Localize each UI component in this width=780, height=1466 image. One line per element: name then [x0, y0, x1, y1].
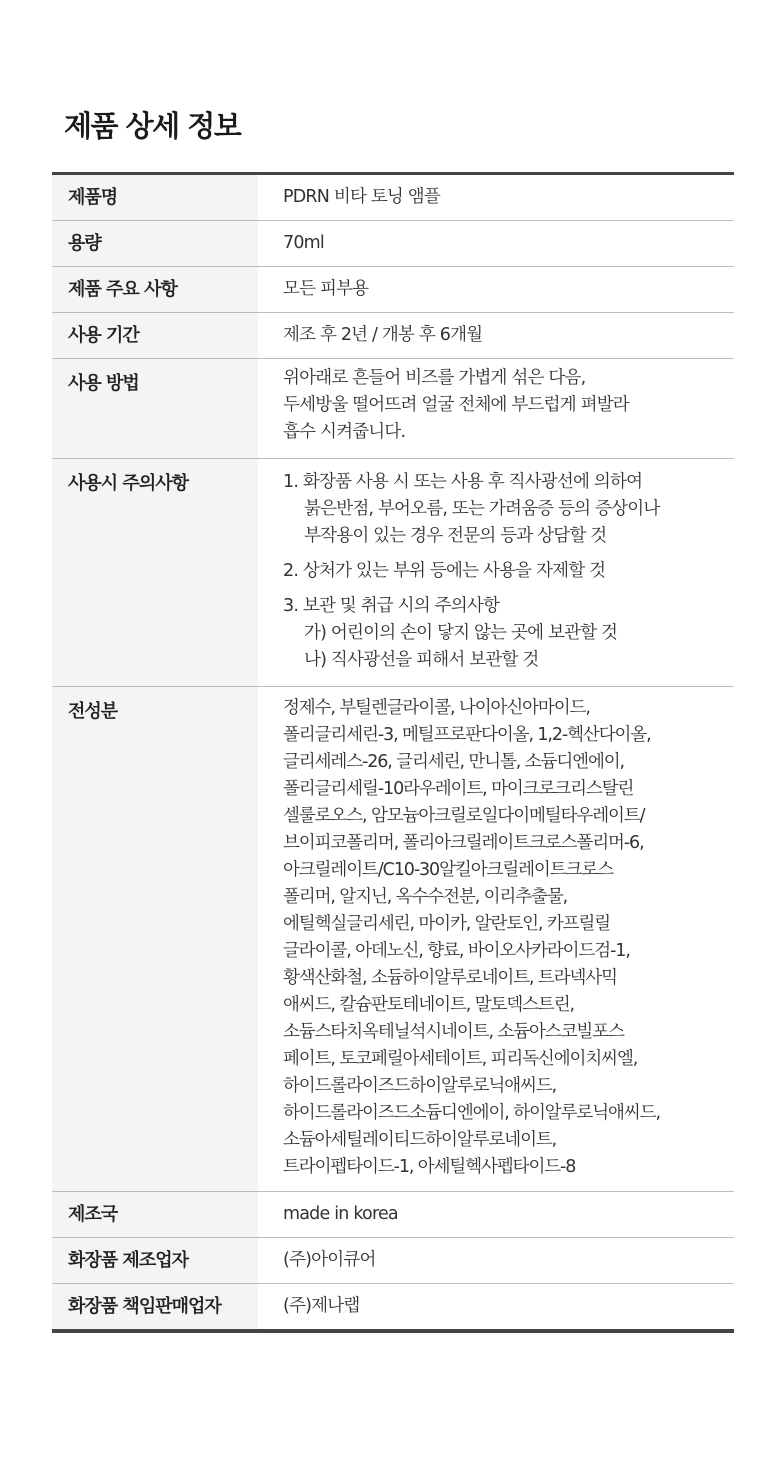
usage-line: 흡수 시켜줍니다. [283, 422, 406, 442]
label-country: 제조국 [52, 1192, 258, 1237]
caution-heading: 2. 상처가 있는 부위 등에는 사용을 자제할 것 [283, 561, 606, 581]
label-period: 사용 기간 [52, 313, 258, 358]
row-seller [52, 1284, 734, 1329]
ingredient-line: 애씨드, 칼슘판토테네이트, 말토덱스트린, [283, 995, 574, 1015]
caution-item [283, 593, 734, 674]
ingredient-line: 폴리글리세린-3, 메틸프로판다이올, 1,2-헥산다이올, [283, 725, 651, 745]
ingredient-line: 소듐아세틸레이티드하이알루로네이트, [283, 1130, 557, 1150]
label-product-name: 제품명 [52, 175, 258, 220]
value-period: 제조 후 2년 / 개봉 후 6개월 [283, 325, 483, 345]
caution-detail: 나) 직사광선을 피해서 보관할 것 [304, 650, 539, 670]
label-seller: 화장품 책임판매업자 [52, 1284, 258, 1329]
caution-heading: 3. 보관 및 취급 시의 주의사항 [283, 596, 500, 616]
ingredient-line: 소듐스타치옥테닐석시네이트, 소듐아스코빌포스 [283, 1022, 624, 1042]
caution-detail: 붉은반점, 부어오름, 또는 가려움증 등의 증상이나 [304, 499, 660, 519]
ingredient-line: 폴리글리세릴-10라우레이트, 마이크로크리스탈린 [283, 779, 634, 799]
ingredient-line: 아크릴레이트/C10-30알킬아크릴레이트크로스 [283, 860, 613, 880]
ingredient-line: 트라이펩타이드-1, 아세틸헥사펩타이드-8 [283, 1157, 576, 1177]
page-title: 제품 상세 정보 [64, 109, 241, 143]
value-seller: (주)제나랩 [283, 1296, 360, 1316]
caution-heading: 1. 화장품 사용 시 또는 사용 후 직사광선에 의하여 [283, 472, 643, 492]
row-ingredients [52, 687, 734, 1192]
row-usage [52, 359, 734, 459]
caution-item [283, 558, 734, 585]
label-usage: 사용 방법 [52, 359, 258, 458]
row-manufacturer [52, 1238, 734, 1284]
ingredient-line: 글라이콜, 아데노신, 향료, 바이오사카라이드검-1, [283, 941, 630, 961]
value-manufacturer: (주)아이큐어 [283, 1250, 376, 1270]
ingredient-line: 글리세레스-26, 글리세린, 만니톨, 소듐디엔에이, [283, 752, 625, 772]
row-country [52, 1192, 734, 1238]
ingredient-line: 하이드롤라이즈드소듐디엔에이, 하이알루로닉애씨드, [283, 1103, 660, 1123]
row-key-spec [52, 267, 734, 313]
value-usage [258, 359, 734, 458]
ingredient-line: 브이피코폴리머, 폴리아크릴레이트크로스폴리머-6, [283, 833, 644, 853]
ingredient-line: 셀룰로오스, 암모늄아크릴로일다이메틸타우레이트/ [283, 806, 645, 826]
label-manufacturer: 화장품 제조업자 [52, 1238, 258, 1283]
row-product-name [52, 175, 734, 221]
value-country: made in korea [283, 1204, 398, 1224]
label-ingredients: 전성분 [52, 687, 258, 1191]
ingredient-line: 정제수, 부틸렌글라이콜, 나이아신아마이드, [283, 698, 590, 718]
row-period [52, 313, 734, 359]
ingredient-line: 에틸헥실글리세린, 마이카, 알란토인, 카프릴릴 [283, 914, 611, 934]
ingredient-line: 황색산화철, 소듐하이알루로네이트, 트라넥사믹 [283, 968, 617, 988]
label-key-spec: 제품 주요 사항 [52, 267, 258, 312]
caution-detail: 부작용이 있는 경우 전문의 등과 상담할 것 [304, 526, 607, 546]
ingredient-line: 하이드롤라이즈드하이알루로닉애씨드, [283, 1076, 557, 1096]
caution-detail: 가) 어린이의 손이 닿지 않는 곳에 보관할 것 [304, 623, 618, 643]
row-volume [52, 221, 734, 267]
value-cautions [258, 459, 734, 686]
usage-line: 두세방울 떨어뜨려 얼굴 전체에 부드럽게 펴발라 [283, 395, 629, 415]
label-cautions: 사용시 주의사항 [52, 459, 258, 686]
label-volume: 용량 [52, 221, 258, 266]
ingredient-line: 폴리머, 알지닌, 옥수수전분, 이리추출물, [283, 887, 568, 907]
row-cautions [52, 459, 734, 687]
value-product-name: PDRN 비타 토닝 앰플 [283, 187, 440, 207]
value-ingredients [258, 687, 734, 1191]
caution-item [283, 469, 734, 550]
value-volume: 70ml [283, 233, 324, 253]
product-spec-table [52, 172, 734, 1333]
ingredient-line: 페이트, 토코페릴아세테이트, 피리독신에이치씨엘, [283, 1049, 638, 1069]
value-key-spec: 모든 피부용 [283, 279, 369, 299]
usage-line: 위아래로 흔들어 비즈를 가볍게 섞은 다음, [283, 368, 586, 388]
